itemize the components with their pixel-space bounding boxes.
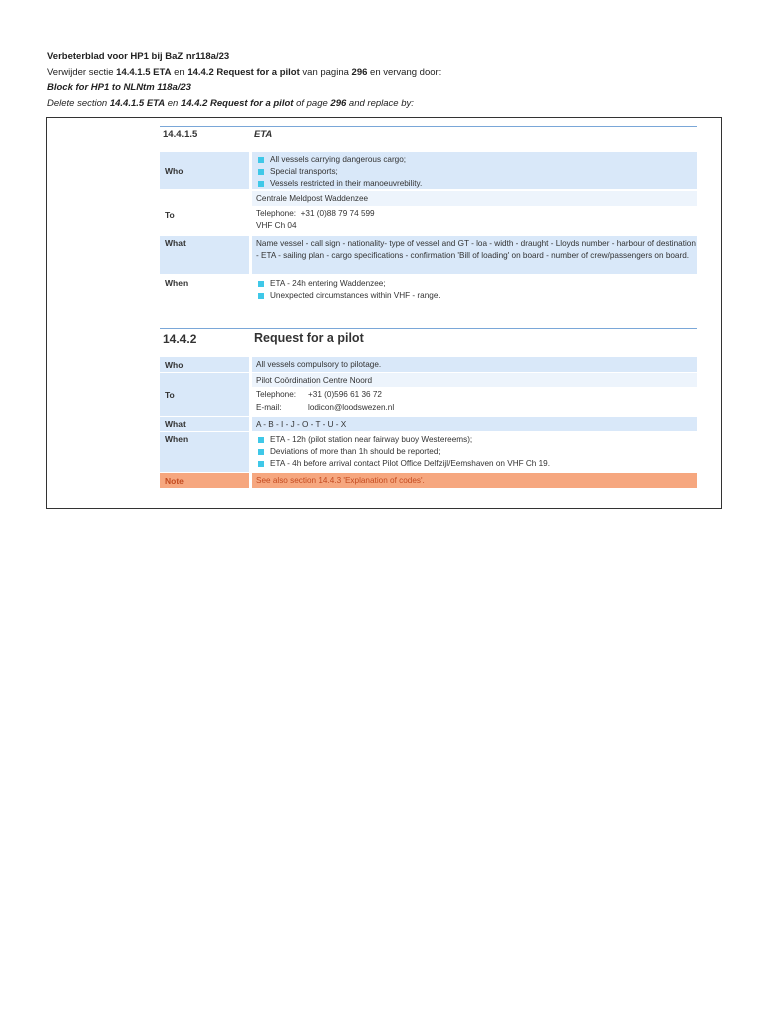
list-item: Unexpected circumstances within VHF - range. xyxy=(256,290,697,302)
to-email: E-mail: lodicon@loodswezen.nl xyxy=(252,402,697,414)
list-item: Deviations of more than 1h should be reported; xyxy=(256,446,697,458)
to-organisation: Pilot Coördination Centre Noord xyxy=(252,373,697,387)
row-label: Who xyxy=(160,357,249,372)
section-title: Request for a pilot xyxy=(254,331,364,345)
list-item: Vessels restricted in their manoeuvrebility. xyxy=(256,178,697,190)
when-list xyxy=(252,276,697,303)
to-block xyxy=(252,373,697,416)
header-title-en: Block for HP1 to NLNtm 118a/23 xyxy=(47,82,191,93)
row-what xyxy=(160,236,697,274)
row-who xyxy=(160,357,697,372)
to-vhf: VHF Ch 04 xyxy=(252,220,697,232)
who-list xyxy=(252,152,697,189)
to-telephone: Telephone: +31 (0)596 61 36 72 xyxy=(252,389,697,401)
section-number: 14.4.2 xyxy=(163,332,197,346)
list-item: All vessels carrying dangerous cargo; xyxy=(256,154,697,166)
bullet-square-icon xyxy=(258,449,264,455)
row-who xyxy=(160,152,697,189)
row-label: When xyxy=(160,276,249,303)
bullet-square-icon xyxy=(258,461,264,467)
what-text: Name vessel - call sign - nationality- type of vessel and GT - loa - width - draught - Lloyds number - harbour of destination - ETA - sailing plan - cargo specifications - confirmation 'Bill of loading' on board - number of crew/passengers on board. xyxy=(252,236,697,274)
row-when xyxy=(160,276,697,303)
to-telephone: Telephone: +31 (0)88 79 74 599 xyxy=(252,208,697,220)
list-item: Special transports; xyxy=(256,166,697,178)
header-title-nl: Verbeterblad voor HP1 bij BaZ nr118a/23 xyxy=(47,51,230,62)
list-item: ETA - 4h before arrival contact Pilot Office Delfzijl/Eemshaven on VHF Ch 19. xyxy=(256,458,697,470)
note-text: See also section 14.4.3 'Explanation of codes'. xyxy=(252,473,697,488)
row-what xyxy=(160,417,697,431)
what-text: A - B - I - J - O - T - U - X xyxy=(252,417,697,431)
header-instruction-nl: Verwijder sectie 14.4.1.5 ETA en 14.4.2 Request for a pilot van pagina 296 en vervang door: xyxy=(47,66,442,78)
row-label: Note xyxy=(160,473,249,488)
bullet-square-icon xyxy=(258,169,264,175)
row-label: Who xyxy=(160,152,249,189)
list-item: ETA - 24h entering Waddenzee; xyxy=(256,278,697,290)
bullet-square-icon xyxy=(258,281,264,287)
page-header xyxy=(47,49,441,111)
section-heading xyxy=(160,126,697,151)
row-label: What xyxy=(160,417,249,431)
row-label: When xyxy=(160,432,249,472)
bullet-square-icon xyxy=(258,437,264,443)
row-to xyxy=(160,191,697,233)
to-organisation: Centrale Meldpost Waddenzee xyxy=(252,191,697,206)
to-block xyxy=(252,191,697,233)
list-item: ETA - 12h (pilot station near fairway buoy Westereems); xyxy=(256,434,697,446)
section-number: 14.4.1.5 xyxy=(163,129,198,140)
bullet-square-icon xyxy=(258,181,264,187)
row-label: What xyxy=(160,236,249,274)
who-text: All vessels compulsory to pilotage. xyxy=(252,357,697,372)
bullet-square-icon xyxy=(258,157,264,163)
row-when xyxy=(160,432,697,472)
section-heading xyxy=(160,328,697,355)
row-label: To xyxy=(160,191,249,233)
header-instruction-en: Delete section 14.4.1.5 ETA en 14.4.2 Request for a pilot of page 296 and replace by: xyxy=(47,97,414,109)
when-list xyxy=(252,432,697,472)
row-to xyxy=(160,373,697,416)
section-eta xyxy=(160,126,697,300)
section-title: ETA xyxy=(254,129,273,140)
section-request-pilot xyxy=(160,328,697,486)
row-note xyxy=(160,473,697,488)
bullet-square-icon xyxy=(258,293,264,299)
row-label: To xyxy=(160,373,249,416)
